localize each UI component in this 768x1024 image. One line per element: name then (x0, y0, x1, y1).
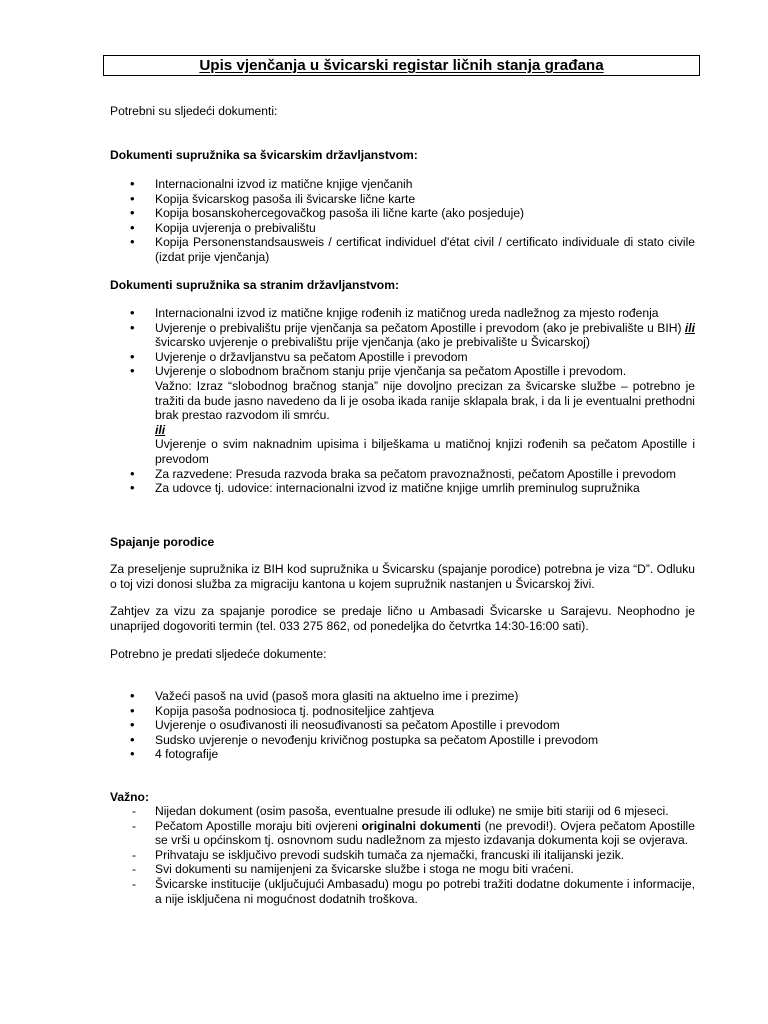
foreign-documents-list (110, 306, 695, 496)
list-item-text: Pečatom Apostille moraju biti ovjereni (155, 818, 358, 833)
family-paragraph: Za preseljenje supružnika iz BIH kod supružnika u Švicarsku (spajanje porodice) potrebna je viza “D”. Odluku o toj vizi donosi služba za migraciju kantona u kojem supružnik nastanjen u Švicarskoj živi. (110, 562, 695, 591)
list-item: • Uvjerenje o državljanstvu sa pečatom Apostille i prevodom (110, 350, 695, 365)
family-documents-list (110, 689, 695, 762)
document-title: Upis vjenčanja u švicarski registar ličnih stanja građana (199, 57, 604, 74)
list-item (110, 819, 695, 848)
emphasis-text: originalni dokumenti (361, 818, 481, 833)
list-item (110, 364, 695, 466)
list-item-note: Važno: Izraz “slobodnog bračnog stanja” nije dovoljno precizan za švicarske službe – potrebno je tražiti da bude jasno navedeno da li je osoba ikada ranije sklapala brak, i da li je eventualni prethodni brak prestao razvodom ili smrću. (155, 378, 695, 423)
list-item: • Internacionalni izvod iz matične knjige vjenčanih (110, 177, 695, 192)
intro-text: Potrebni su sljedeći dokumenti: (110, 104, 278, 118)
list-item: • Kopija uvjerenja o prebivalištu (110, 221, 695, 236)
list-item: • 4 fotografije (110, 747, 695, 762)
family-section-heading: Spajanje porodice (110, 535, 215, 549)
list-item: • Za udovce tj. udovice: internacionalni izvod iz matične knjige umrlih preminulog supružnika (110, 481, 695, 496)
list-item: • Kopija pasoša podnosioca tj. podnositeljice zahtjeva (110, 704, 695, 719)
swiss-documents-list (110, 177, 695, 265)
ili-connector: ili (155, 422, 166, 437)
list-item: • Kopija bosanskohercegovačkog pasoša ili lične karte (ako posjeduje) (110, 206, 695, 221)
list-item: - Prihvataju se isključivo prevodi sudskih tumača za njemački, francuski ili italijanski jezik. (110, 848, 695, 863)
swiss-section-heading: Dokumenti supružnika sa švicarskim državljanstvom: (110, 148, 418, 162)
list-item: • Internacionalni izvod iz matične knjige rođenih iz matičnog ureda nadležnog za mjesto rođenja (110, 306, 695, 321)
list-item-text: Uvjerenje o svim naknadnim upisima i bilješkama u matičnoj knjizi rođenih sa pečatom Apostille i prevodom (155, 437, 695, 466)
important-notes-list (110, 804, 695, 906)
ili-connector: ili (684, 320, 695, 335)
list-item-text: (ne prevodi!). Ovjera pečatom Apostille se vrši u općinskom tj. osnovnom sudu nadležnom za mjesto izdavanja dokumenta koji se ovjerava. (155, 818, 695, 848)
family-paragraph: Potrebno je predati sljedeće dokumente: (110, 647, 327, 661)
list-item: • Uvjerenje o osuđivanosti ili neosuđivanosti sa pečatom Apostille i prevodom (110, 718, 695, 733)
foreign-section-heading: Dokumenti supružnika sa stranim državljanstvom: (110, 278, 399, 292)
list-item (110, 321, 695, 350)
title-box (103, 55, 700, 76)
list-item: • Sudsko uvjerenje o nevođenju krivičnog postupka sa pečatom Apostille i prevodom (110, 733, 695, 748)
list-item: • Kopija Personenstandsausweis / certificat individuel d'état civil / certificato individuale di stato civile (izdat prije vjenčanja) (110, 235, 695, 264)
list-item: • Kopija švicarskog pasoša ili švicarske lične karte (110, 192, 695, 207)
list-item-text: švicarsko uvjerenje o prebivalištu prije vjenčanja (ako je prebivalište u Švicarskoj) (155, 335, 590, 350)
list-item: - Nijedan dokument (osim pasoša, eventualne presude ili odluke) ne smije biti stariji od 6 mjeseci. (110, 804, 695, 819)
important-section-heading: Važno: (110, 790, 149, 804)
list-item: - Švicarske institucije (uključujući Ambasadu) mogu po potrebi tražiti dodatne dokumente i informacije, a nije isključena ni mogućnost dodatnih troškova. (110, 877, 695, 906)
list-item: • Važeći pasoš na uvid (pasoš mora glasiti na aktuelno ime i prezime) (110, 689, 695, 704)
list-item: - Svi dokumenti su namijenjeni za švicarske službe i stoga ne mogu biti vraćeni. (110, 862, 695, 877)
list-item: • Za razvedene: Presuda razvoda braka sa pečatom pravoznažnosti, pečatom Apostille i prevodom (110, 467, 695, 482)
family-paragraph: Zahtjev za vizu za spajanje porodice se predaje lično u Ambasadi Švicarske u Sarajevu. Neophodno je unaprijed dogovoriti termin (tel. 033 275 862, od ponedeljka do četvrtka 14:30-16:00 sati). (110, 604, 695, 633)
list-item-text: Uvjerenje o slobodnom bračnom stanju prije vjenčanja sa pečatom Apostille i prevodom. (155, 364, 627, 379)
list-item-text: Uvjerenje o prebivalištu prije vjenčanja sa pečatom Apostille i prevodom (ako je prebivalište u BIH) (155, 320, 682, 335)
